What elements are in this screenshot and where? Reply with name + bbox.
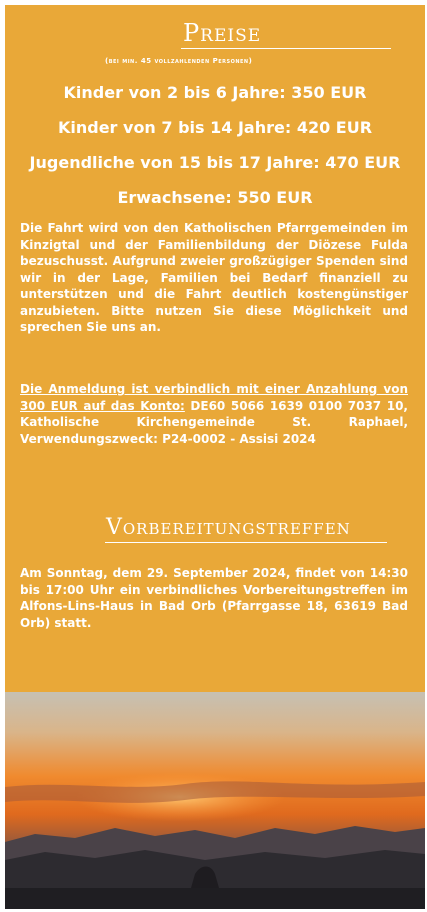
price-item-jugendliche: Jugendliche von 15 bis 17 Jahre: 470 EUR xyxy=(29,153,401,172)
preise-note: (bei min. 45 vollzahlenden Personen) xyxy=(105,57,253,65)
anmeldung-underlined-text: Die Anmeldung ist verbindlich mit einer Anzahlung von 300 EUR auf das Konto: xyxy=(20,382,408,413)
price-item-kinder-2-6: Kinder von 2 bis 6 Jahre: 350 EUR xyxy=(63,83,367,102)
flyer-panel xyxy=(5,5,425,909)
anmeldung-paragraph xyxy=(20,381,408,447)
vorbereitung-heading-underline xyxy=(105,542,387,543)
preise-heading: Preise xyxy=(183,19,262,47)
price-item-erwachsene: Erwachsene: 550 EUR xyxy=(117,188,313,207)
price-item-kinder-7-14: Kinder von 7 bis 14 Jahre: 420 EUR xyxy=(57,118,373,137)
foreground xyxy=(5,888,425,909)
preise-heading-underline xyxy=(181,48,391,49)
zuschuss-paragraph: Die Fahrt wird von den Katholischen Pfarrgemeinden im Kinzigtal und der Familienbildung der Diözese Fulda bezuschusst. Aufgrund zweier großzügiger Spenden sind wir in der Lage, Familien bei Bedarf finanziell zu unterstützen und die Fahrt deutlich kostengünstiger anzubieten. Bitte nutzen Sie diese Möglichkeit und sprechen Sie uns an. xyxy=(20,221,408,334)
vorbereitung-paragraph: Am Sonntag, dem 29. September 2024, findet von 14:30 bis 17:00 Uhr ein verbindliches Vorbereitungstreffen im Alfons-Lins-Haus in Bad Orb (Pfarrgasse 18, 63619 Bad Orb) statt. xyxy=(20,566,408,630)
vorbereitung-heading: Vorbereitungstreffen xyxy=(106,515,351,540)
sunset-photo xyxy=(5,692,425,909)
anmeldung-bank-details: DE60 5066 1639 0100 7037 10, Katholische Kirchengemeinde St. Raphael, Verwendungszweck: P24-0002 - Assisi 2024 xyxy=(20,398,408,446)
